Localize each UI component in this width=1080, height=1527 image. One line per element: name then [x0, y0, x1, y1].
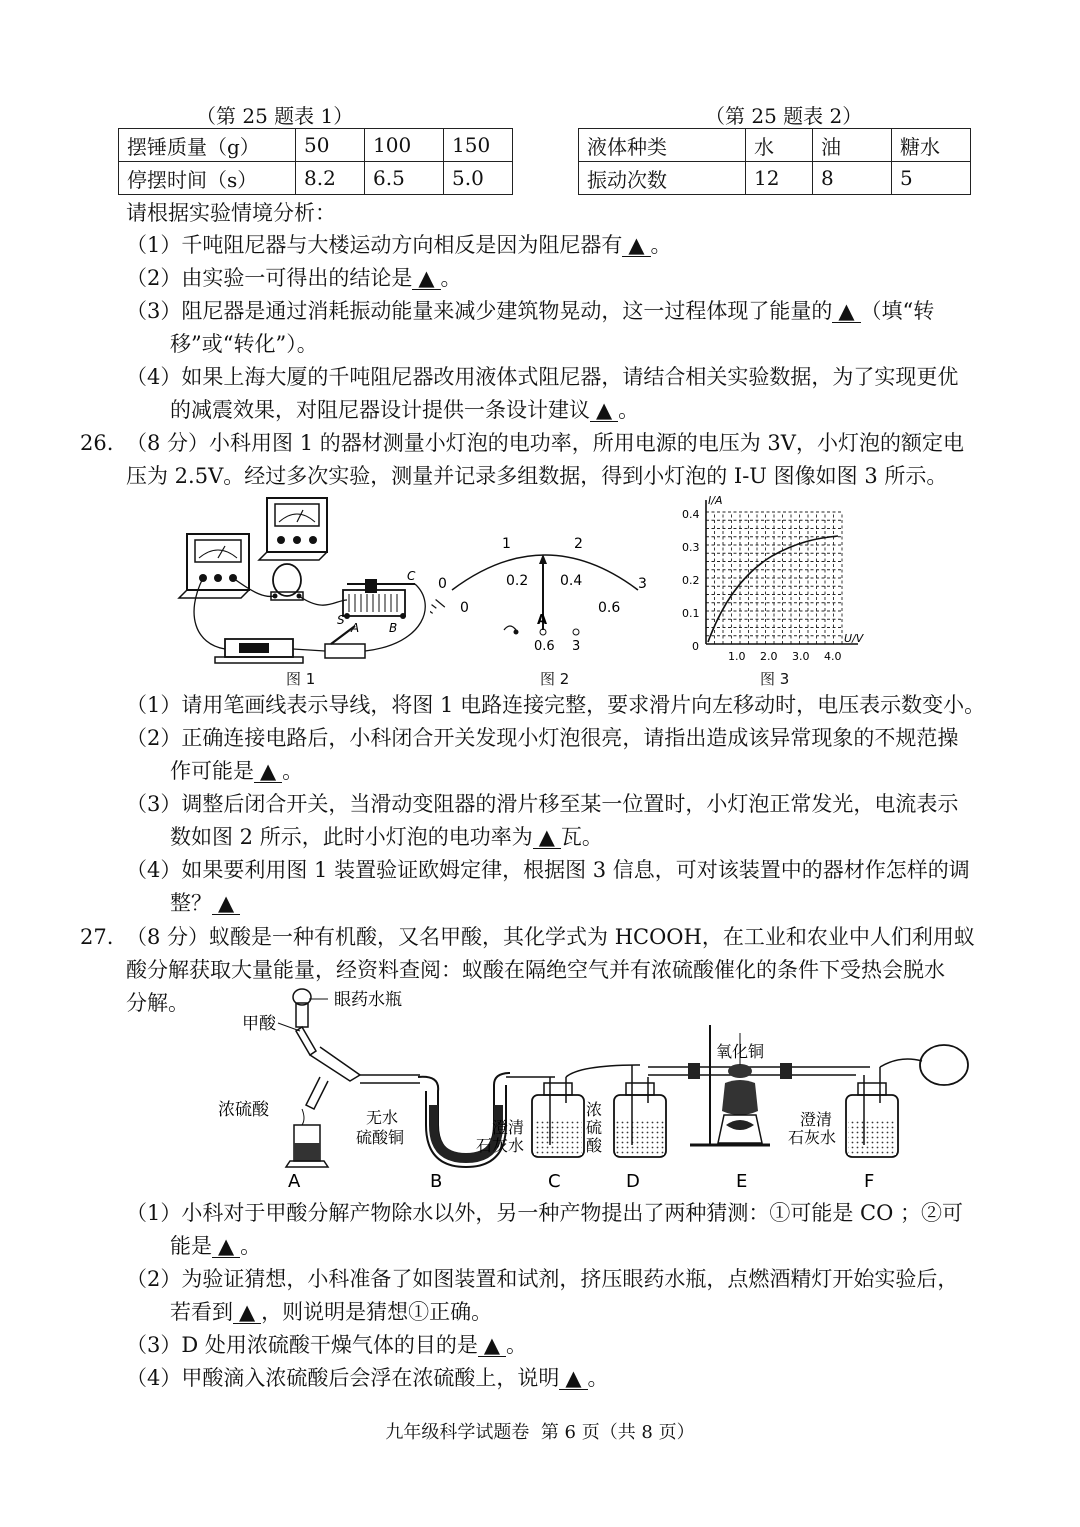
- label-sulfuric-acid: 浓硫酸: [218, 1100, 269, 1120]
- iu-graph: [672, 494, 872, 666]
- text: 。: [650, 233, 672, 257]
- answer-blank[interactable]: ▲: [233, 1301, 261, 1324]
- q25-sub4-cont: [170, 395, 639, 425]
- ammeter-icon: [179, 534, 249, 598]
- label-limewater-f-1: 澄清: [800, 1110, 833, 1129]
- label-a: A: [351, 621, 360, 635]
- label-a: A: [288, 1171, 301, 1192]
- table-cell: 液体种类: [579, 129, 746, 162]
- q27-sub1-cont: [170, 1231, 261, 1261]
- q27-stem-2: 酸分解获取大量能量，经资料查阅：蚁酸在隔绝空气并有浓硫酸催化的条件下受热会脱水: [126, 958, 945, 982]
- table-cell: 100: [365, 129, 444, 162]
- q26-sub2: （2）正确连接电路后，小科闭合开关发现小灯泡很亮，请指出造成该异常现象的不规范操: [126, 726, 959, 750]
- table-cell: 停摆时间（s）: [119, 162, 296, 195]
- q27-sub2-cont: [170, 1297, 492, 1327]
- table-cell: 8.2: [296, 162, 365, 195]
- table-cell: 8: [813, 162, 892, 195]
- q26-stem-1: （8 分）小科用图 1 的器材测量小灯泡的电功率，所用电源的电压为 3V，小灯泡的额定电: [126, 431, 964, 455]
- text: （3）D 处用浓硫酸干燥气体的目的是: [126, 1333, 478, 1357]
- page-footer: 九年级科学试题卷 第 6 页（共 8 页）: [385, 1422, 695, 1443]
- text: （2）由实验一可得出的结论是: [126, 266, 413, 290]
- fig1-caption: 图 1: [286, 670, 316, 688]
- label-limewater-c-1: 澄清: [492, 1118, 525, 1137]
- text: （1）千吨阻尼器与大楼运动方向相反是因为阻尼器有: [126, 233, 623, 257]
- switch-icon[interactable]: [325, 613, 365, 658]
- battery-icon: [215, 639, 303, 663]
- circuit-figure: [175, 494, 440, 669]
- answer-blank[interactable]: ▲: [254, 760, 282, 783]
- answer-blank[interactable]: ▲: [478, 1334, 506, 1357]
- q27-stem-1: （8 分）蚁酸是一种有机酸，又名甲酸，其化学式为 HCOOH，在工业和农业中人们利用蚁: [126, 925, 975, 949]
- dial-bottom-0.4: 0.4: [560, 573, 583, 589]
- voltmeter-icon: [259, 498, 327, 560]
- table-row: [579, 162, 971, 195]
- dial-top-3: 3: [638, 576, 647, 592]
- text: 。: [240, 1234, 262, 1258]
- text: 数如图 2 所示，此时小灯泡的电功率为: [170, 825, 533, 849]
- answer-blank[interactable]: ▲: [832, 300, 860, 323]
- q25-sub3: [126, 296, 934, 326]
- q25-sub3-cont: 移”或“转化”）。: [170, 332, 318, 356]
- answer-blank[interactable]: ▲: [559, 1367, 587, 1390]
- label-copper-sulfate: 硫酸铜: [356, 1128, 405, 1147]
- table-cell: 5.0: [444, 162, 513, 195]
- table-cell: 5: [892, 162, 971, 195]
- table-cell: 振动次数: [579, 162, 746, 195]
- y-tick-0.1: 0.1: [682, 607, 700, 620]
- dial-top-1: 1: [502, 536, 511, 552]
- text: 。: [587, 1366, 609, 1390]
- text: ，则说明是猜想①正确。: [261, 1300, 493, 1324]
- q26-sub2-cont: [170, 756, 303, 786]
- y-tick-0.4: 0.4: [682, 508, 700, 521]
- dial-tick: [432, 605, 437, 609]
- x-axis-label: U/V: [844, 632, 864, 645]
- text: 。: [506, 1333, 528, 1357]
- ammeter-dial-figure: [430, 530, 660, 660]
- answer-blank[interactable]: ▲: [533, 826, 561, 849]
- table-cell: 糖水: [892, 129, 971, 162]
- table2-caption: （第 25 题表 2）: [705, 104, 863, 128]
- text: 。: [282, 759, 304, 783]
- terminal-0.6: 0.6: [534, 639, 555, 654]
- x-tick-2: 2.0: [760, 650, 778, 663]
- fig2-caption: 图 2: [540, 670, 570, 688]
- table-cell: 50: [296, 129, 365, 162]
- dial-tick: [430, 610, 433, 613]
- answer-blank[interactable]: ▲: [412, 267, 440, 290]
- q26-sub4-cont: [170, 888, 240, 918]
- q25-sub2: [126, 263, 462, 293]
- q25-intro: 请根据实验情境分析：: [126, 201, 336, 225]
- balloon-icon: [920, 1045, 968, 1085]
- label-c: C: [407, 569, 416, 583]
- text: 整？: [170, 891, 212, 915]
- table-row: [119, 129, 513, 162]
- q26-sub4: （4）如果要利用图 1 装置验证欧姆定律，根据图 3 信息，可对该装置中的器材作怎样的调: [126, 858, 970, 882]
- answer-blank[interactable]: ▲: [212, 1235, 240, 1258]
- x-tick-4: 4.0: [824, 650, 842, 663]
- label-formic-acid: 甲酸: [242, 1014, 276, 1034]
- fig3-caption: 图 3: [760, 670, 790, 688]
- table-row: [579, 129, 971, 162]
- q27-stem-3: 分解。: [126, 991, 189, 1015]
- text: 若看到: [170, 1300, 233, 1324]
- q26-stem-2: 压为 2.5V。经过多次实验，测量并记录多组数据，得到小灯泡的 I-U 图像如图 3 所示。: [126, 464, 948, 488]
- text: 作可能是: [170, 759, 254, 783]
- label-eyedrop-bottle: 眼药水瓶: [334, 990, 402, 1010]
- apparatus-d-bottle: [614, 1065, 795, 1157]
- table-cell: 12: [746, 162, 813, 195]
- dial-bottom-0.6: 0.6: [598, 600, 621, 616]
- label-conc-d-2: 硫: [586, 1118, 603, 1137]
- dial-bottom-0: 0: [460, 600, 469, 616]
- table-cell: 水: [746, 129, 813, 162]
- text: 能是: [170, 1234, 212, 1258]
- label-e: E: [736, 1171, 748, 1192]
- dial-bottom-0.2: 0.2: [506, 573, 529, 589]
- q26-sub1: （1）请用笔画线表示导线，将图 1 电路连接完整，要求滑片向左移动时，电压表示数变小。: [126, 693, 986, 717]
- table-row: [119, 162, 513, 195]
- origin-label: 0: [692, 640, 699, 653]
- table1-caption: （第 25 题表 1）: [196, 104, 354, 128]
- answer-blank[interactable]: ▲: [622, 234, 650, 257]
- text: 瓦。: [560, 825, 603, 849]
- label-anhydrous: 无水: [366, 1108, 399, 1127]
- label-limewater-f-2: 石灰水: [788, 1128, 837, 1147]
- label-conc-d-1: 浓: [586, 1100, 603, 1119]
- table-cell: 6.5: [365, 162, 444, 195]
- table-liquid: [578, 128, 971, 195]
- text: 的减震效果，对阻尼器设计提供一条设计建议: [170, 398, 590, 422]
- q26-sub3: （3）调整后闭合开关，当滑动变阻器的滑片移至某一位置时，小灯泡正常发光，电流表示: [126, 792, 959, 816]
- text: （填“转: [860, 299, 935, 323]
- rheostat-icon: [343, 569, 416, 635]
- dial-tick: [436, 599, 445, 607]
- q26-sub3-cont: [170, 822, 603, 852]
- q25-sub4: （4）如果上海大厦的千吨阻尼器改用液体式阻尼器，请结合相关实验数据，为了实现更优: [126, 365, 959, 389]
- label-c: C: [548, 1171, 561, 1192]
- answer-blank[interactable]: ▲: [212, 892, 240, 915]
- table-pendulum: [118, 128, 513, 195]
- text: 。: [440, 266, 462, 290]
- y-tick-0.3: 0.3: [682, 541, 700, 554]
- apparatus-figure: [210, 985, 980, 1195]
- label-b: B: [389, 621, 398, 635]
- label-f: F: [864, 1171, 875, 1192]
- text: 。: [618, 398, 640, 422]
- lamp-icon: [271, 564, 303, 600]
- table-cell: 摆锤质量（g）: [119, 129, 296, 162]
- x-tick-3: 3.0: [792, 650, 810, 663]
- label-b: B: [430, 1171, 443, 1192]
- q27-sub1: （1）小科对于甲酸分解产物除水以外，另一种产物提出了两种猜测：①可能是 CO ；②可: [126, 1201, 963, 1225]
- dial-top-2: 2: [574, 536, 583, 552]
- q27-sub2: （2）为验证猜想，小科准备了如图装置和试剂，挤压眼药水瓶，点燃酒精灯开始实验后，: [126, 1267, 959, 1291]
- answer-blank[interactable]: ▲: [590, 399, 618, 422]
- q26-number: 26.: [80, 431, 114, 455]
- y-axis-label: I/A: [708, 494, 723, 507]
- x-tick-1: 1.0: [728, 650, 746, 663]
- label-d: D: [626, 1171, 640, 1192]
- dial-top-0: 0: [438, 576, 447, 592]
- q27-sub3: [126, 1330, 527, 1360]
- label-limewater-c-2: 石灰水: [476, 1136, 525, 1155]
- table-cell: 油: [813, 129, 892, 162]
- iu-curve: [708, 536, 838, 642]
- label-s: S: [337, 613, 345, 627]
- terminal-3: 3: [572, 639, 581, 654]
- label-conc-d-3: 酸: [586, 1136, 603, 1155]
- q27-number: 27.: [80, 925, 114, 949]
- q27-sub4: [126, 1363, 609, 1393]
- text: （4）甲酸滴入浓硫酸后会浮在浓硫酸上，说明: [126, 1366, 560, 1390]
- y-tick-0.2: 0.2: [682, 574, 700, 587]
- label-copper-oxide: 氧化铜: [716, 1042, 765, 1061]
- svg-text:A: A: [537, 613, 548, 628]
- table-cell: 150: [444, 129, 513, 162]
- text: （3）阻尼器是通过消耗振动能量来减少建筑物晃动，这一过程体现了能量的: [126, 299, 833, 323]
- q25-sub1: [126, 230, 672, 260]
